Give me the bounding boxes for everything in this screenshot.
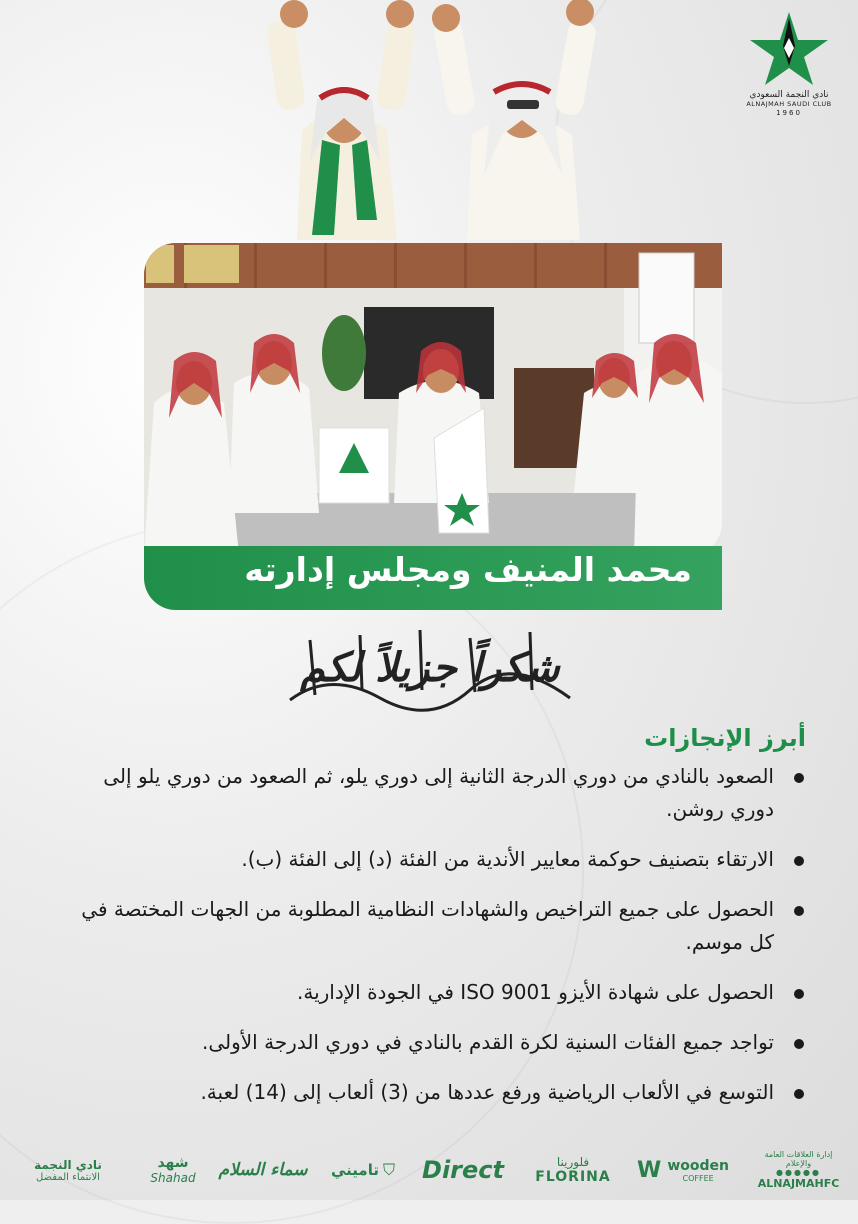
sponsor-club-footer — [18, 1145, 118, 1195]
banner-title: محمد المنيف ومجلس إدارته — [244, 550, 692, 589]
media-dept-label: إدارة العلاقات العامة والإعلام — [764, 1150, 833, 1168]
media-handle: ALNAJMAHFC — [757, 1177, 840, 1190]
sponsor-media-dept — [751, 1145, 846, 1195]
club-footer-line1: نادي النجمة — [34, 1157, 102, 1172]
celebration-photo — [262, 0, 602, 240]
club-footer-line2: الانتماء المفضل — [36, 1171, 100, 1183]
social-icons: ●●●●● — [776, 1168, 821, 1177]
samaa-name: سماء السلام — [218, 1160, 308, 1180]
achievements-section — [66, 724, 806, 1126]
wooden-name: wooden — [667, 1157, 729, 1174]
achievements-heading: أبرز الإنجازات — [644, 724, 806, 752]
florina-en: FLORINA — [535, 1169, 611, 1185]
title-banner — [144, 546, 722, 610]
achievement-item: الصعود بالنادي من دوري الدرجة الثانية إلى دوري يلو، ثم الصعود من دوري يلو إلى دوري روشن. — [66, 760, 806, 826]
achievement-item: الحصول على جميع التراخيص والشهادات النظامية المطلوبة من الجهات المختصة في كل موسم. — [66, 893, 806, 959]
club-name-en: ALNAJMAH SAUDI CLUB — [746, 100, 832, 108]
sponsor-shahad — [138, 1145, 208, 1195]
shield-icon: ⛉ — [382, 1160, 395, 1179]
achievement-item: الارتقاء بتصنيف حوكمة معايير الأندية من الفئة (د) إلى الفئة (ب). — [66, 843, 806, 876]
shahad-en: Shahad — [150, 1171, 196, 1185]
achievement-item: التوسع في الألعاب الرياضية ورفع عددها من (3) ألعاب إلى (14) لعبة. — [66, 1076, 806, 1109]
sponsor-florina — [533, 1145, 613, 1195]
tamini-name: تاميني — [331, 1161, 379, 1179]
board-meeting-photo — [144, 243, 722, 555]
sponsor-samaa-alsalam — [218, 1145, 308, 1195]
club-founded-year: 1960 — [776, 109, 802, 117]
sponsor-wooden — [628, 1145, 738, 1195]
club-logo — [744, 8, 834, 133]
achievement-item: الحصول على شهادة الأيزو ISO 9001 في الجودة الإدارية. — [66, 976, 806, 1009]
achievement-item: تواجد جميع الفئات السنية لكرة القدم بالنادي في دوري الدرجة الأولى. — [66, 1026, 806, 1059]
wooden-sub: COFFEE — [682, 1173, 714, 1183]
calligraphy-text: شكراً جزيلاً لكم — [300, 644, 560, 691]
sponsors-strip — [0, 1145, 858, 1200]
florina-ar: فلورينا — [556, 1155, 590, 1169]
sponsor-tamini — [323, 1145, 403, 1195]
thank-you-calligraphy — [270, 620, 590, 718]
star-logo-icon — [746, 8, 832, 88]
achievements-list — [66, 760, 806, 1109]
club-name-ar: نادي النجمة السعودي — [749, 90, 829, 100]
shahad-ar: شهد — [157, 1155, 189, 1171]
wooden-w-icon: W — [637, 1157, 662, 1183]
direct-name: Direct — [422, 1156, 504, 1184]
sponsor-direct — [418, 1145, 508, 1195]
